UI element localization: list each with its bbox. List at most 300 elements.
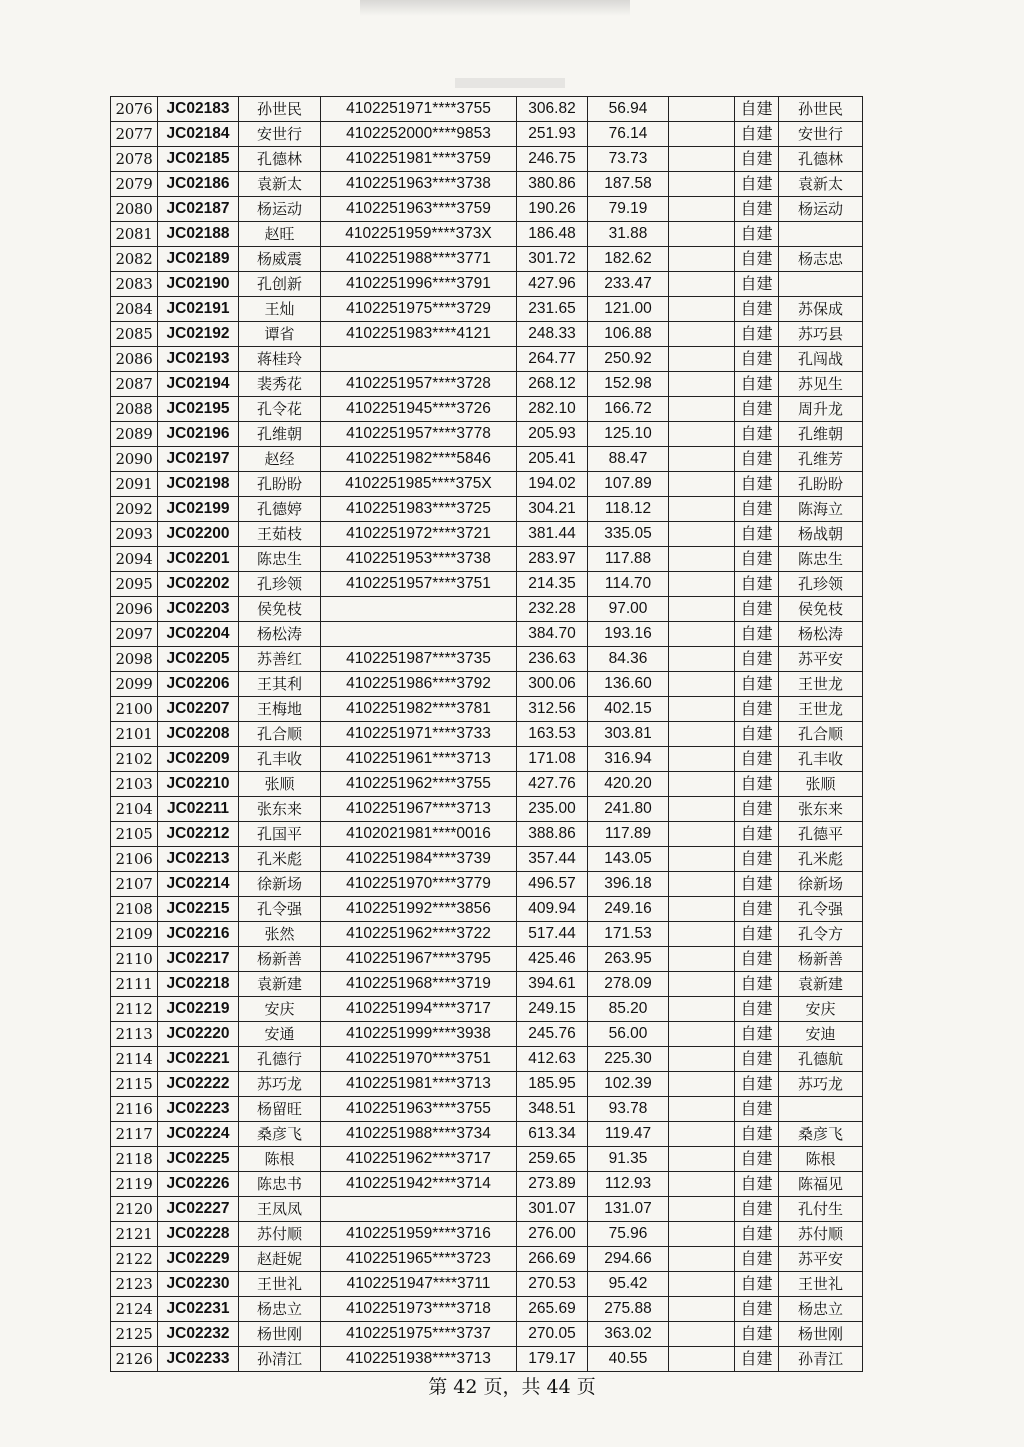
id-number: 4102251981****3713 <box>321 1072 517 1097</box>
registered-owner: 陈福见 <box>779 1172 863 1197</box>
building-area: 117.88 <box>588 547 669 572</box>
building-area: 171.53 <box>588 922 669 947</box>
id-number: 4102251962****3717 <box>321 1147 517 1172</box>
blank-cell <box>669 1122 735 1147</box>
row-number: 2082 <box>111 247 158 272</box>
owner-name: 赵赶妮 <box>239 1247 321 1272</box>
owner-name: 杨留旺 <box>239 1097 321 1122</box>
table-row <box>111 972 863 997</box>
row-number: 2100 <box>111 697 158 722</box>
registered-owner: 杨运动 <box>779 197 863 222</box>
registered-owner: 杨忠立 <box>779 1297 863 1322</box>
parcel-code: JC02186 <box>158 172 239 197</box>
land-area: 186.48 <box>517 222 588 247</box>
blank-cell <box>669 97 735 122</box>
registered-owner: 杨志忠 <box>779 247 863 272</box>
owner-name: 陈忠书 <box>239 1172 321 1197</box>
table-row <box>111 272 863 297</box>
table-row <box>111 547 863 572</box>
registered-owner: 徐新场 <box>779 872 863 897</box>
id-number: 4102251957****3778 <box>321 422 517 447</box>
registered-owner: 陈忠生 <box>779 547 863 572</box>
parcel-code: JC02196 <box>158 422 239 447</box>
id-number: 4102251983****3725 <box>321 497 517 522</box>
table-row <box>111 822 863 847</box>
parcel-code: JC02208 <box>158 722 239 747</box>
row-number: 2078 <box>111 147 158 172</box>
registered-owner: 孔德平 <box>779 822 863 847</box>
owner-name: 谭省 <box>239 322 321 347</box>
owner-name: 王世礼 <box>239 1272 321 1297</box>
registered-owner: 杨战朝 <box>779 522 863 547</box>
registered-owner: 苏平安 <box>779 647 863 672</box>
row-number: 2119 <box>111 1172 158 1197</box>
row-number: 2093 <box>111 522 158 547</box>
building-area: 131.07 <box>588 1197 669 1222</box>
blank-cell <box>669 422 735 447</box>
building-area: 193.16 <box>588 622 669 647</box>
construction-type: 自建 <box>735 1072 779 1097</box>
land-area: 427.76 <box>517 772 588 797</box>
id-number: 4102251962****3755 <box>321 772 517 797</box>
row-number: 2098 <box>111 647 158 672</box>
id-number: 4102251961****3713 <box>321 747 517 772</box>
row-number: 2095 <box>111 572 158 597</box>
row-number: 2103 <box>111 772 158 797</box>
building-area: 84.36 <box>588 647 669 672</box>
owner-name: 孔德林 <box>239 147 321 172</box>
table-row <box>111 747 863 772</box>
blank-cell <box>669 197 735 222</box>
id-number: 4102251957****3751 <box>321 572 517 597</box>
owner-name: 孔合顺 <box>239 722 321 747</box>
registered-owner: 安世行 <box>779 122 863 147</box>
registered-owner <box>779 222 863 247</box>
land-area: 613.34 <box>517 1122 588 1147</box>
building-area: 121.00 <box>588 297 669 322</box>
parcel-code: JC02214 <box>158 872 239 897</box>
id-number: 4102251972****3721 <box>321 522 517 547</box>
land-area: 270.53 <box>517 1272 588 1297</box>
id-number: 4102252000****9853 <box>321 122 517 147</box>
table-row <box>111 297 863 322</box>
table-row <box>111 1047 863 1072</box>
land-area: 270.05 <box>517 1322 588 1347</box>
building-area: 263.95 <box>588 947 669 972</box>
registered-owner: 孔德航 <box>779 1047 863 1072</box>
row-number: 2092 <box>111 497 158 522</box>
table-row <box>111 1197 863 1222</box>
id-number: 4102251982****5846 <box>321 447 517 472</box>
id-number: 4102251992****3856 <box>321 897 517 922</box>
table-row <box>111 1147 863 1172</box>
parcel-code: JC02204 <box>158 622 239 647</box>
parcel-code: JC02187 <box>158 197 239 222</box>
blank-cell <box>669 697 735 722</box>
id-number: 4102251970****3779 <box>321 872 517 897</box>
construction-type: 自建 <box>735 347 779 372</box>
blank-cell <box>669 1147 735 1172</box>
construction-type: 自建 <box>735 1272 779 1297</box>
scan-artifact <box>455 78 565 88</box>
blank-cell <box>669 997 735 1022</box>
id-number: 4102251996****3791 <box>321 272 517 297</box>
land-area: 304.21 <box>517 497 588 522</box>
id-number: 4102251967****3713 <box>321 797 517 822</box>
table-row <box>111 1222 863 1247</box>
land-area: 301.72 <box>517 247 588 272</box>
parcel-code: JC02189 <box>158 247 239 272</box>
construction-type: 自建 <box>735 147 779 172</box>
building-area: 75.96 <box>588 1222 669 1247</box>
owner-name: 杨忠立 <box>239 1297 321 1322</box>
owner-name: 孙清江 <box>239 1347 321 1372</box>
table-row <box>111 1347 863 1372</box>
building-area: 88.47 <box>588 447 669 472</box>
blank-cell <box>669 597 735 622</box>
owner-name: 孔德婷 <box>239 497 321 522</box>
building-area: 420.20 <box>588 772 669 797</box>
blank-cell <box>669 1272 735 1297</box>
building-area: 396.18 <box>588 872 669 897</box>
land-area: 249.15 <box>517 997 588 1022</box>
land-area: 236.63 <box>517 647 588 672</box>
parcel-code: JC02201 <box>158 547 239 572</box>
construction-type: 自建 <box>735 1172 779 1197</box>
id-number <box>321 597 517 622</box>
row-number: 2080 <box>111 197 158 222</box>
row-number: 2085 <box>111 322 158 347</box>
construction-type: 自建 <box>735 922 779 947</box>
construction-type: 自建 <box>735 372 779 397</box>
table-row <box>111 797 863 822</box>
land-area: 425.46 <box>517 947 588 972</box>
building-area: 114.70 <box>588 572 669 597</box>
construction-type: 自建 <box>735 272 779 297</box>
row-number: 2087 <box>111 372 158 397</box>
table-row <box>111 472 863 497</box>
table-row <box>111 1297 863 1322</box>
id-number: 4102251942****3714 <box>321 1172 517 1197</box>
owner-name: 安通 <box>239 1022 321 1047</box>
construction-type: 自建 <box>735 447 779 472</box>
land-area: 282.10 <box>517 397 588 422</box>
land-area: 348.51 <box>517 1097 588 1122</box>
land-area: 214.35 <box>517 572 588 597</box>
registered-owner: 安迪 <box>779 1022 863 1047</box>
owner-name: 袁新太 <box>239 172 321 197</box>
construction-type: 自建 <box>735 672 779 697</box>
table-row <box>111 1272 863 1297</box>
owner-name: 孔创新 <box>239 272 321 297</box>
construction-type: 自建 <box>735 172 779 197</box>
row-number: 2108 <box>111 897 158 922</box>
registered-owner: 王世龙 <box>779 672 863 697</box>
building-area: 143.05 <box>588 847 669 872</box>
owner-name: 陈忠生 <box>239 547 321 572</box>
table-row <box>111 97 863 122</box>
blank-cell <box>669 447 735 472</box>
blank-cell <box>669 822 735 847</box>
owner-name: 王其利 <box>239 672 321 697</box>
parcel-code: JC02229 <box>158 1247 239 1272</box>
construction-type: 自建 <box>735 947 779 972</box>
land-area: 283.97 <box>517 547 588 572</box>
building-area: 363.02 <box>588 1322 669 1347</box>
owner-name: 孔令强 <box>239 897 321 922</box>
table-row <box>111 1097 863 1122</box>
blank-cell <box>669 172 735 197</box>
table-row <box>111 647 863 672</box>
construction-type: 自建 <box>735 472 779 497</box>
housing-register-table <box>110 96 863 1372</box>
table-row <box>111 1072 863 1097</box>
construction-type: 自建 <box>735 972 779 997</box>
land-area: 235.00 <box>517 797 588 822</box>
id-number: 4102251983****4121 <box>321 322 517 347</box>
table-row <box>111 247 863 272</box>
parcel-code: JC02199 <box>158 497 239 522</box>
parcel-code: JC02220 <box>158 1022 239 1047</box>
parcel-code: JC02231 <box>158 1297 239 1322</box>
building-area: 249.16 <box>588 897 669 922</box>
building-area: 294.66 <box>588 1247 669 1272</box>
registered-owner: 孔盼盼 <box>779 472 863 497</box>
blank-cell <box>669 947 735 972</box>
id-number: 4102251963****3759 <box>321 197 517 222</box>
owner-name: 孔维朝 <box>239 422 321 447</box>
land-area: 301.07 <box>517 1197 588 1222</box>
construction-type: 自建 <box>735 1347 779 1372</box>
owner-name: 安庆 <box>239 997 321 1022</box>
land-area: 384.70 <box>517 622 588 647</box>
row-number: 2110 <box>111 947 158 972</box>
blank-cell <box>669 247 735 272</box>
row-number: 2114 <box>111 1047 158 1072</box>
owner-name: 杨威震 <box>239 247 321 272</box>
registered-owner: 侯免枝 <box>779 597 863 622</box>
table-row <box>111 447 863 472</box>
registered-owner <box>779 1097 863 1122</box>
construction-type: 自建 <box>735 622 779 647</box>
construction-type: 自建 <box>735 1047 779 1072</box>
building-area: 112.93 <box>588 1172 669 1197</box>
id-number: 4102251985****375X <box>321 472 517 497</box>
land-area: 357.44 <box>517 847 588 872</box>
land-area: 264.77 <box>517 347 588 372</box>
row-number: 2116 <box>111 1097 158 1122</box>
parcel-code: JC02194 <box>158 372 239 397</box>
id-number: 4102251970****3751 <box>321 1047 517 1072</box>
parcel-code: JC02223 <box>158 1097 239 1122</box>
registered-owner: 孔维芳 <box>779 447 863 472</box>
building-area: 250.92 <box>588 347 669 372</box>
land-area: 190.26 <box>517 197 588 222</box>
registered-owner: 苏巧龙 <box>779 1072 863 1097</box>
building-area: 95.42 <box>588 1272 669 1297</box>
construction-type: 自建 <box>735 897 779 922</box>
parcel-code: JC02205 <box>158 647 239 672</box>
row-number: 2084 <box>111 297 158 322</box>
table-row <box>111 597 863 622</box>
land-area: 412.63 <box>517 1047 588 1072</box>
parcel-code: JC02203 <box>158 597 239 622</box>
registered-owner: 孔闯战 <box>779 347 863 372</box>
table-row <box>111 1022 863 1047</box>
row-number: 2118 <box>111 1147 158 1172</box>
construction-type: 自建 <box>735 1122 779 1147</box>
registered-owner: 苏保成 <box>779 297 863 322</box>
blank-cell <box>669 1047 735 1072</box>
parcel-code: JC02209 <box>158 747 239 772</box>
row-number: 2121 <box>111 1222 158 1247</box>
land-area: 266.69 <box>517 1247 588 1272</box>
land-area: 251.93 <box>517 122 588 147</box>
table-row <box>111 572 863 597</box>
id-number <box>321 347 517 372</box>
id-number: 4102251967****3795 <box>321 947 517 972</box>
building-area: 152.98 <box>588 372 669 397</box>
id-number: 4102251945****3726 <box>321 397 517 422</box>
construction-type: 自建 <box>735 522 779 547</box>
registered-owner: 孙青江 <box>779 1347 863 1372</box>
row-number: 2104 <box>111 797 158 822</box>
parcel-code: JC02184 <box>158 122 239 147</box>
row-number: 2081 <box>111 222 158 247</box>
construction-type: 自建 <box>735 122 779 147</box>
building-area: 275.88 <box>588 1297 669 1322</box>
construction-type: 自建 <box>735 597 779 622</box>
id-number: 4102251987****3735 <box>321 647 517 672</box>
construction-type: 自建 <box>735 1197 779 1222</box>
land-area: 265.69 <box>517 1297 588 1322</box>
building-area: 233.47 <box>588 272 669 297</box>
land-area: 231.65 <box>517 297 588 322</box>
owner-name: 杨松涛 <box>239 622 321 647</box>
id-number: 4102251965****3723 <box>321 1247 517 1272</box>
table-row <box>111 997 863 1022</box>
row-number: 2097 <box>111 622 158 647</box>
registered-owner: 孔米彪 <box>779 847 863 872</box>
building-area: 40.55 <box>588 1347 669 1372</box>
construction-type: 自建 <box>735 547 779 572</box>
building-area: 303.81 <box>588 722 669 747</box>
parcel-code: JC02228 <box>158 1222 239 1247</box>
parcel-code: JC02202 <box>158 572 239 597</box>
registered-owner: 桑彦飞 <box>779 1122 863 1147</box>
blank-cell <box>669 922 735 947</box>
owner-name: 苏付顺 <box>239 1222 321 1247</box>
registered-owner: 袁新建 <box>779 972 863 997</box>
table-row <box>111 322 863 347</box>
blank-cell <box>669 1072 735 1097</box>
parcel-code: JC02200 <box>158 522 239 547</box>
id-number: 4102251971****3755 <box>321 97 517 122</box>
building-area: 136.60 <box>588 672 669 697</box>
row-number: 2090 <box>111 447 158 472</box>
registered-owner: 孔德林 <box>779 147 863 172</box>
id-number <box>321 622 517 647</box>
id-number: 4102251988****3771 <box>321 247 517 272</box>
row-number: 2079 <box>111 172 158 197</box>
registered-owner: 孔珍领 <box>779 572 863 597</box>
registered-owner: 孔令方 <box>779 922 863 947</box>
row-number: 2111 <box>111 972 158 997</box>
blank-cell <box>669 222 735 247</box>
registered-owner: 陈海立 <box>779 497 863 522</box>
building-area: 117.89 <box>588 822 669 847</box>
table-row <box>111 397 863 422</box>
parcel-code: JC02191 <box>158 297 239 322</box>
owner-name: 侯免枝 <box>239 597 321 622</box>
parcel-code: JC02192 <box>158 322 239 347</box>
table-row <box>111 897 863 922</box>
registered-owner: 孔令强 <box>779 897 863 922</box>
row-number: 2106 <box>111 847 158 872</box>
construction-type: 自建 <box>735 1022 779 1047</box>
owner-name: 裴秀花 <box>239 372 321 397</box>
id-number: 4102251984****3739 <box>321 847 517 872</box>
land-area: 205.41 <box>517 447 588 472</box>
building-area: 316.94 <box>588 747 669 772</box>
registered-owner: 王世礼 <box>779 1272 863 1297</box>
owner-name: 袁新建 <box>239 972 321 997</box>
building-area: 118.12 <box>588 497 669 522</box>
owner-name: 蒋桂玲 <box>239 347 321 372</box>
id-number: 4102251953****3738 <box>321 547 517 572</box>
construction-type: 自建 <box>735 1297 779 1322</box>
table-row <box>111 847 863 872</box>
parcel-code: JC02193 <box>158 347 239 372</box>
building-area: 73.73 <box>588 147 669 172</box>
parcel-code: JC02219 <box>158 997 239 1022</box>
id-number: 4102251963****3738 <box>321 172 517 197</box>
blank-cell <box>669 1097 735 1122</box>
table-row <box>111 147 863 172</box>
construction-type: 自建 <box>735 1322 779 1347</box>
id-number: 4102251975****3729 <box>321 297 517 322</box>
construction-type: 自建 <box>735 647 779 672</box>
id-number: 4102251988****3734 <box>321 1122 517 1147</box>
blank-cell <box>669 522 735 547</box>
land-area: 409.94 <box>517 897 588 922</box>
row-number: 2117 <box>111 1122 158 1147</box>
owner-name: 桑彦飞 <box>239 1122 321 1147</box>
owner-name: 孔丰收 <box>239 747 321 772</box>
land-area: 380.86 <box>517 172 588 197</box>
parcel-code: JC02218 <box>158 972 239 997</box>
parcel-code: JC02224 <box>158 1122 239 1147</box>
registered-owner: 陈根 <box>779 1147 863 1172</box>
blank-cell <box>669 847 735 872</box>
construction-type: 自建 <box>735 197 779 222</box>
owner-name: 孔米彪 <box>239 847 321 872</box>
building-area: 278.09 <box>588 972 669 997</box>
parcel-code: JC02211 <box>158 797 239 822</box>
registered-owner: 苏见生 <box>779 372 863 397</box>
registered-owner: 安庆 <box>779 997 863 1022</box>
blank-cell <box>669 797 735 822</box>
construction-type: 自建 <box>735 497 779 522</box>
owner-name: 孔令花 <box>239 397 321 422</box>
construction-type: 自建 <box>735 747 779 772</box>
land-area: 306.82 <box>517 97 588 122</box>
parcel-code: JC02226 <box>158 1172 239 1197</box>
parcel-code: JC02190 <box>158 272 239 297</box>
building-area: 119.47 <box>588 1122 669 1147</box>
parcel-code: JC02197 <box>158 447 239 472</box>
owner-name: 陈根 <box>239 1147 321 1172</box>
